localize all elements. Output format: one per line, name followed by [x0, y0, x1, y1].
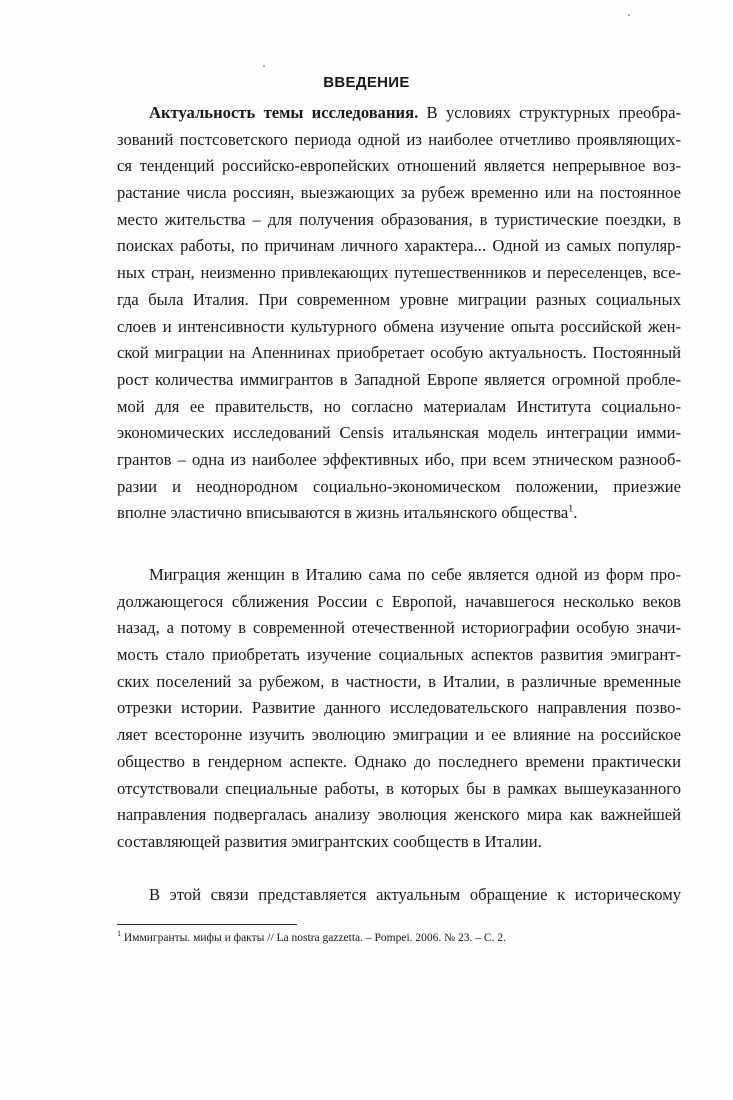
text-line: поисках работы, по причинам личного характера... Одной из самых популяр- — [117, 236, 681, 256]
text-line: грантов – одна из наиболее эффективных ибо, при всем этническом разнооб- — [117, 449, 681, 469]
footnote-number: 1 — [117, 929, 121, 939]
text-line: место жительства – для получения образования, в туристические поездки, в — [117, 209, 681, 229]
text-line: экономических исследований Censis итальянская модель интеграции имми- — [117, 423, 681, 443]
text-line: направления подвергалась анализу эволюция женского мира как важнейшей — [117, 805, 681, 825]
text-line: ляет всесторонне изучить эволюцию эмиграции и ее влияние на российское — [117, 725, 681, 745]
text-line: отсутствовали специальные работы, в которых бы в рамках вышеуказанного — [117, 778, 681, 798]
text-line: ской миграции на Апеннинах приобретает особую актуальность. Постоянный — [117, 343, 681, 363]
text-line: растание числа россиян, выезжающих за рубеж временно или на постоянное — [117, 183, 681, 203]
text-line: ся тенденций российско-европейских отношений является непрерывное воз- — [117, 156, 681, 176]
text-line: рост количества иммигрантов в Западной Европе является огромной пробле- — [117, 369, 681, 389]
text-line: зований постсоветского периода одной из наиболее отчетливо проявляющих- — [117, 129, 681, 149]
text-line: мость стало приобретать изучение социальных аспектов развития эмигрант- — [117, 645, 681, 665]
footnote — [117, 929, 506, 944]
footnote-reference[interactable]: 1 — [568, 503, 574, 515]
text-line: общество в гендерном аспекте. Однако до последнего времени практически — [117, 751, 681, 771]
text-line: ных стран, неизменно привлекающих путешественников и переселенцев, все- — [117, 263, 681, 283]
text-line: назад, а потому в современной отечественной историографии особую значи- — [117, 618, 681, 638]
text-line: мой для ее правительств, но согласно материалам Института социально- — [117, 396, 681, 416]
text-line: составляющей развития эмигрантских сообществ в Италии. — [117, 831, 542, 851]
text-line: разии и неоднородном социально-экономическом положении, приезжие — [117, 476, 681, 496]
text-line: вполне эластично вписываются в жизнь итальянского общества$^1$. — [117, 503, 578, 523]
section-heading: ВВЕДЕНИЕ — [323, 74, 410, 91]
paragraph-lead: Актуальность темы исследования. — [149, 103, 419, 122]
scan-speck — [263, 65, 265, 67]
paragraph-historical — [117, 882, 681, 909]
text-line: отрезки истории. Развитие данного исследовательского направления позво- — [117, 698, 681, 718]
text-line: должающегося сближения России с Европой, начавшегося несколько веков — [117, 591, 681, 611]
text-line: В этой связи представляется актуальным обращение к историческому — [149, 885, 681, 904]
scan-speck — [628, 14, 630, 16]
text-line: гда была Италия. При современном уровне миграции разных социальных — [117, 289, 681, 309]
text-line: слоев и интенсивности культурного обмена изучение опыта российской жен- — [117, 316, 681, 336]
text-line: Миграция женщин в Италию сама по себе является одной из форм про- — [149, 565, 681, 584]
text-line: Актуальность темы исследования. В условиях структурных преобра- — [149, 103, 681, 122]
paragraph-migration — [117, 562, 681, 856]
footnote-separator — [117, 924, 297, 925]
text-line: ских поселений за рубежом, в частности, в Италии, в различные временные — [117, 671, 681, 691]
paragraph-relevance — [117, 100, 681, 527]
footnote-text: Иммигранты. мифы и факты // La nostra gazzetta. – Pompei. 2006. № 23. – С. 2. — [121, 932, 506, 944]
